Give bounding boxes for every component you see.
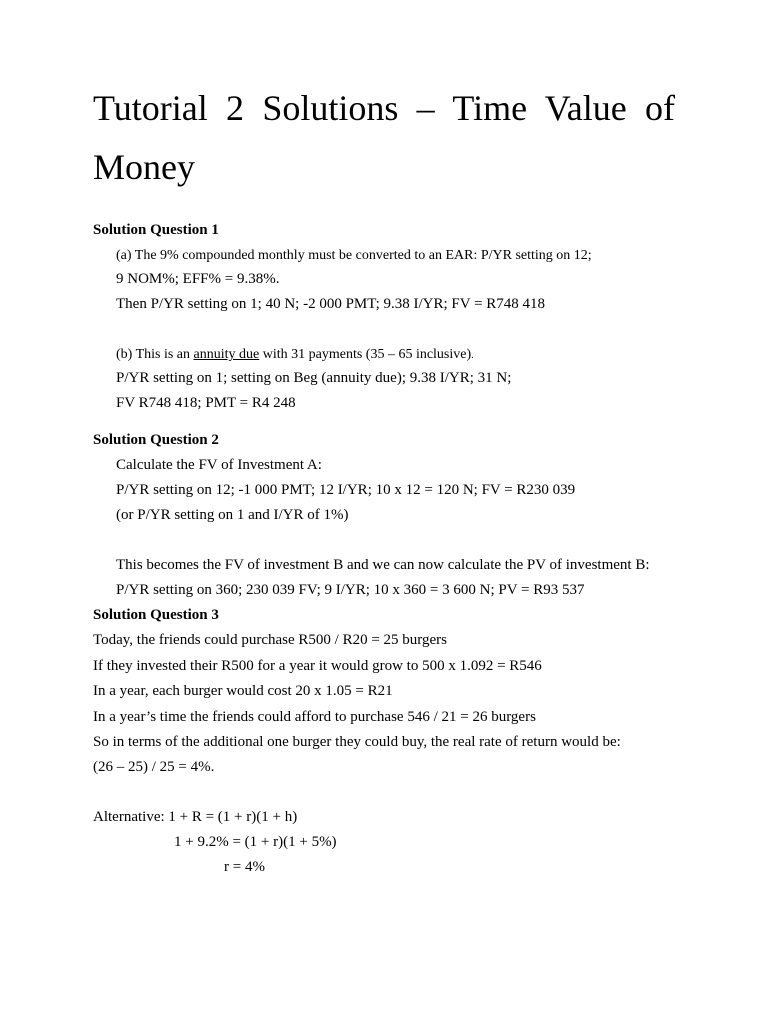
q2-line-4: This becomes the FV of investment B and we can now calculate the PV of investment B:	[116, 557, 650, 573]
q1-a-label: (a) The 9% compounded monthly must be converted to an EAR	[116, 248, 474, 263]
q3-line-2: If they invested their R500 for a year it would grow to 500 x 1.092 = R546	[93, 658, 542, 674]
document-title-line-1: Tutorial 2 Solutions – Time Value of	[93, 88, 675, 128]
q3-alternative-line-3: r = 4%	[224, 859, 265, 875]
q1-heading: Solution Question 1	[93, 222, 219, 238]
q3-line-4: In a year’s time the friends could afford to purchase 546 / 21 = 26 burgers	[93, 709, 536, 725]
q1-b-suffix: with 31 payments (35 – 65 inclusive)	[259, 347, 472, 362]
q3-line-1: Today, the friends could purchase R500 / R20 = 25 burgers	[93, 632, 448, 648]
q1-a-label-tail: : P/YR setting on 12;	[473, 248, 592, 263]
q2-line-3: (or P/YR setting on 1 and I/YR of 1%)	[116, 507, 349, 523]
q2-heading: Solution Question 2	[93, 432, 219, 448]
q2-line-2: P/YR setting on 12; -1 000 PMT; 12 I/YR; 10 x 12 = 120 N; FV = R230 039	[116, 482, 576, 498]
q1-b-period: .	[471, 350, 474, 361]
q3-line-6: (26 – 25) / 25 = 4%.	[93, 759, 215, 775]
document-title-line-2: Money	[93, 147, 195, 187]
q1-a-line-2: 9 NOM%; EFF% = 9.38%.	[116, 271, 280, 287]
q3-heading: Solution Question 3	[93, 607, 219, 623]
q1-b-underlined: annuity due	[193, 347, 260, 362]
q2-line-1: Calculate the FV of Investment A:	[116, 457, 322, 473]
q3-line-5: So in terms of the additional one burger they could buy, the real rate of return would be:	[93, 734, 621, 750]
q1-a-line-3: Then P/YR setting on 1; 40 N; -2 000 PMT; 9.38 I/YR; FV = R748 418	[116, 296, 546, 312]
q3-alternative-line-2: 1 + 9.2% = (1 + r)(1 + 5%)	[174, 834, 337, 850]
q1-b-line-3: FV R748 418; PMT = R4 248	[116, 395, 296, 411]
q1-b-prefix: (b) This is an	[116, 347, 194, 362]
q3-alternative-line-1: Alternative: 1 + R = (1 + r)(1 + h)	[93, 809, 298, 825]
q2-line-5: P/YR setting on 360; 230 039 FV; 9 I/YR; 10 x 360 = 3 600 N; PV = R93 537	[116, 582, 585, 598]
q1-b-line-1	[116, 345, 474, 365]
q1-a-line-1	[116, 246, 592, 265]
q3-line-3: In a year, each burger would cost 20 x 1.05 = R21	[93, 683, 393, 699]
q1-b-line-2: P/YR setting on 1; setting on Beg (annuity due); 9.38 I/YR; 31 N;	[116, 370, 512, 386]
